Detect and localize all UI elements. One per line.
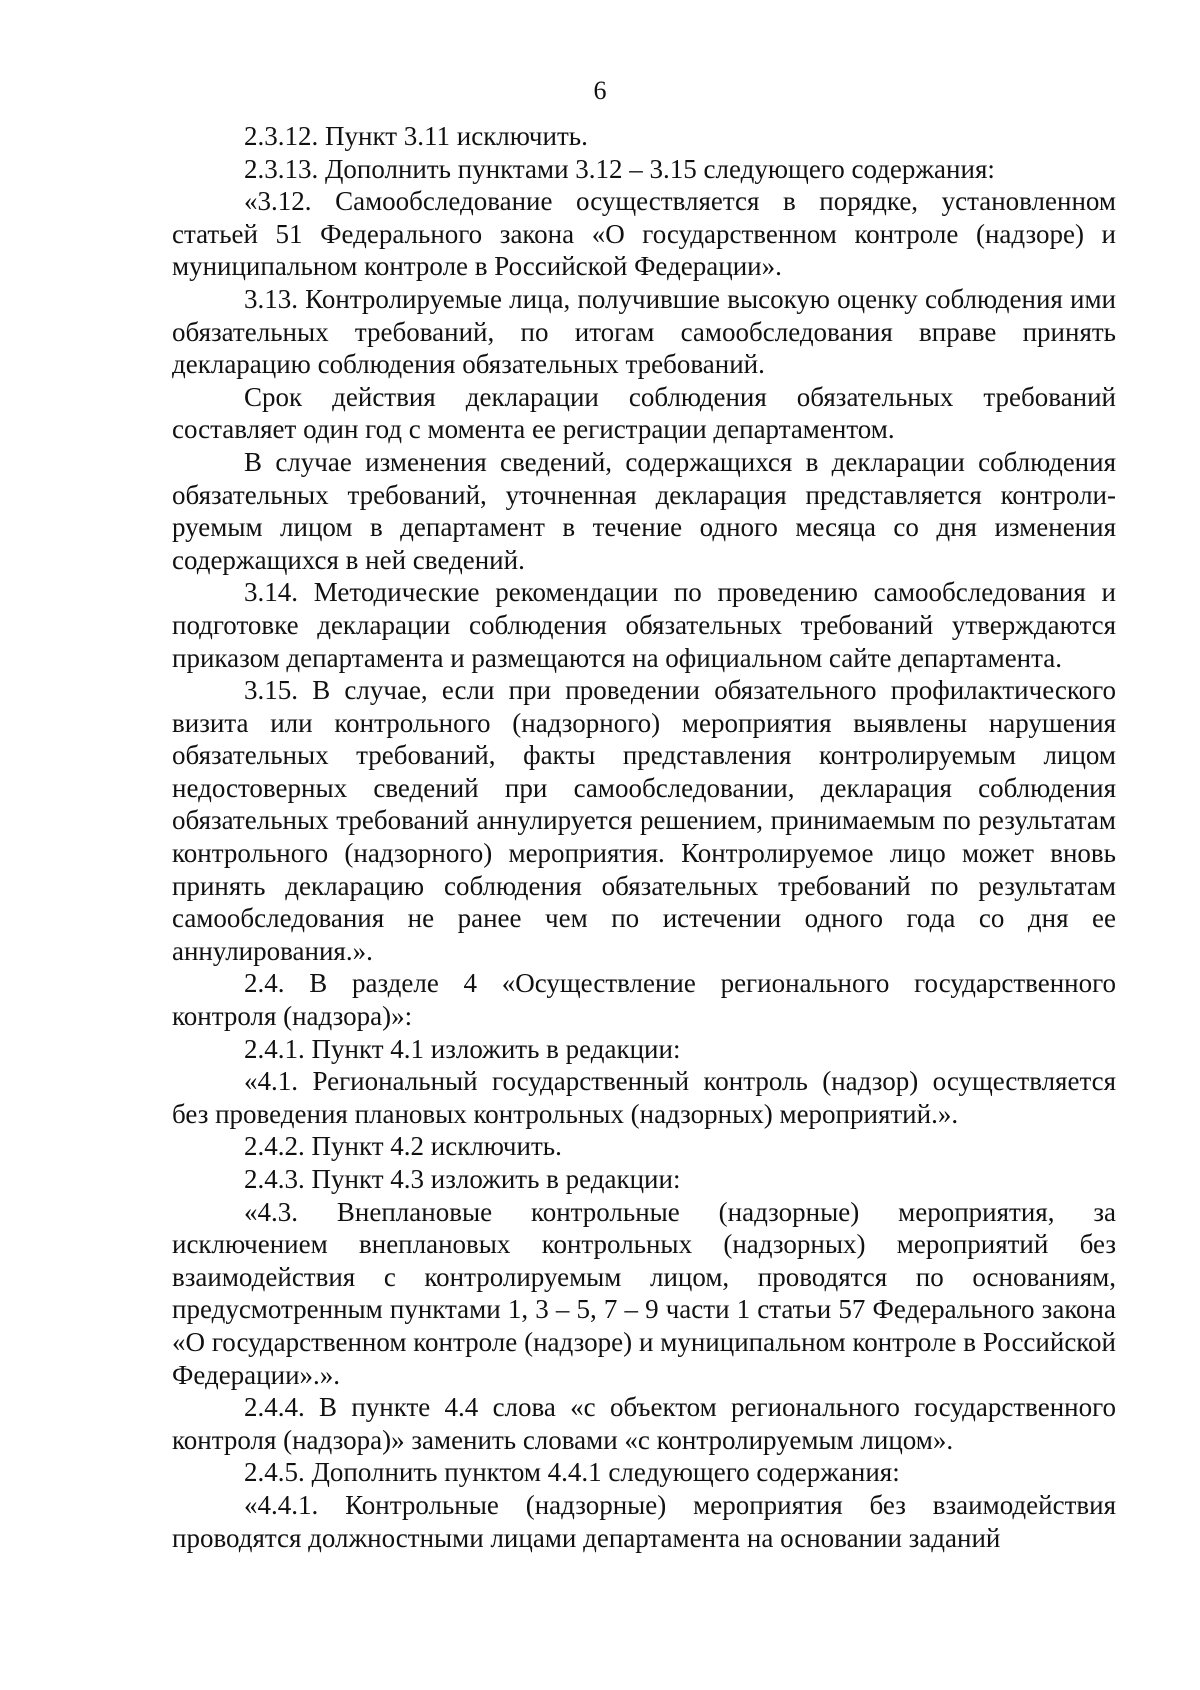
paragraph-2-4: 2.4. В разделе 4 «Осуществление регионального государственного контроля (надзора)»: bbox=[172, 968, 1116, 1032]
page-number: 6 bbox=[593, 76, 607, 105]
document-body bbox=[172, 120, 1116, 1554]
paragraph-3-14: 3.14. Методические рекомендации по проведению самообследования и подготовке декларации соблюдения обязательных требований утверждаются приказом департамента и размещаются на официальном сайте департамента. bbox=[172, 577, 1116, 673]
paragraph-3-12: «3.12. Самообследование осуществляется в порядке, установленном статьей 51 Федерального закона «О государственном контроле (надзоре) и муниципальном контроле в Российской Федерации». bbox=[172, 186, 1116, 282]
paragraph-2-4-2: 2.4.2. Пункт 4.2 исключить. bbox=[244, 1131, 562, 1162]
paragraph-2-3-12: 2.3.12. Пункт 3.11 исключить. bbox=[244, 121, 588, 151]
paragraph-2-3-13: 2.3.13. Дополнить пунктами 3.12 – 3.15 следующего содержания: bbox=[244, 153, 995, 184]
paragraph-declaration-update: В случае изменения сведений, содержащихся в декларации соблюдения обязательных требований, уточненная декларация представляется контролируемым лицом в департамент в течение одного месяца со дня изменения содержащихся в ней сведений. bbox=[172, 446, 1116, 575]
paragraph-3-15: 3.15. В случае, если при проведении обязательного профилактического визита или контрольного (надзорного) мероприятия выявлены нарушения обязательных требований, факты представления контролируемым лицом недостоверных сведений при самообследовании, декларация соблюдения обязательных требований аннулируется решением, принимаемым по результатам контрольного (надзорного) мероприятия. Контролируемое лицо может вновь принять декларацию соблюдения обязательных требований по результатам самообследования не ранее чем по истечении одного года со дня ее аннулирования.». bbox=[172, 675, 1116, 966]
paragraph-4-3: «4.3. Внеплановые контрольные (надзорные) мероприятия, за исключением внеплановых контрольных (надзорных) мероприятий без взаимодействия с контролируемым лицом, проводятся по основаниям, предусмотренным пунктами 1, 3 – 5, 7 – 9 части 1 статьи 57 Федерального закона «О государственном контроле (надзоре) и муниципальном контроле в Российской Федерации».». bbox=[172, 1196, 1116, 1390]
paragraph-4-4-1: «4.4.1. Контрольные (надзорные) мероприятия без взаимодействия проводятся должностными лицами департамента на основании заданий bbox=[172, 1489, 1116, 1553]
paragraph-4-1: «4.1. Региональный государственный контроль (надзор) осуществляется без проведения плановых контрольных (надзорных) мероприятий.». bbox=[172, 1066, 1116, 1129]
paragraph-declaration-term: Срок действия декларации соблюдения обязательных требований составляет один год с момента ее регистрации департаментом. bbox=[172, 381, 1116, 445]
paragraph-2-4-1: 2.4.1. Пункт 4.1 изложить в редакции: bbox=[244, 1033, 681, 1064]
paragraph-2-4-3: 2.4.3. Пункт 4.3 изложить в редакции: bbox=[244, 1164, 681, 1194]
paragraph-3-13: 3.13. Контролируемые лица, получившие высокую оценку соблюдения ими обязательных требований, по итогам самообследования вправе принять декларацию соблюдения обязательных требований. bbox=[172, 283, 1116, 380]
paragraph-2-4-4: 2.4.4. В пункте 4.4 слова «с объектом регионального государственного контроля (надзора)» заменить словами «с контролируемым лицом». bbox=[172, 1392, 1116, 1455]
paragraph-2-4-5: 2.4.5. Дополнить пунктом 4.4.1 следующего содержания: bbox=[244, 1457, 900, 1488]
